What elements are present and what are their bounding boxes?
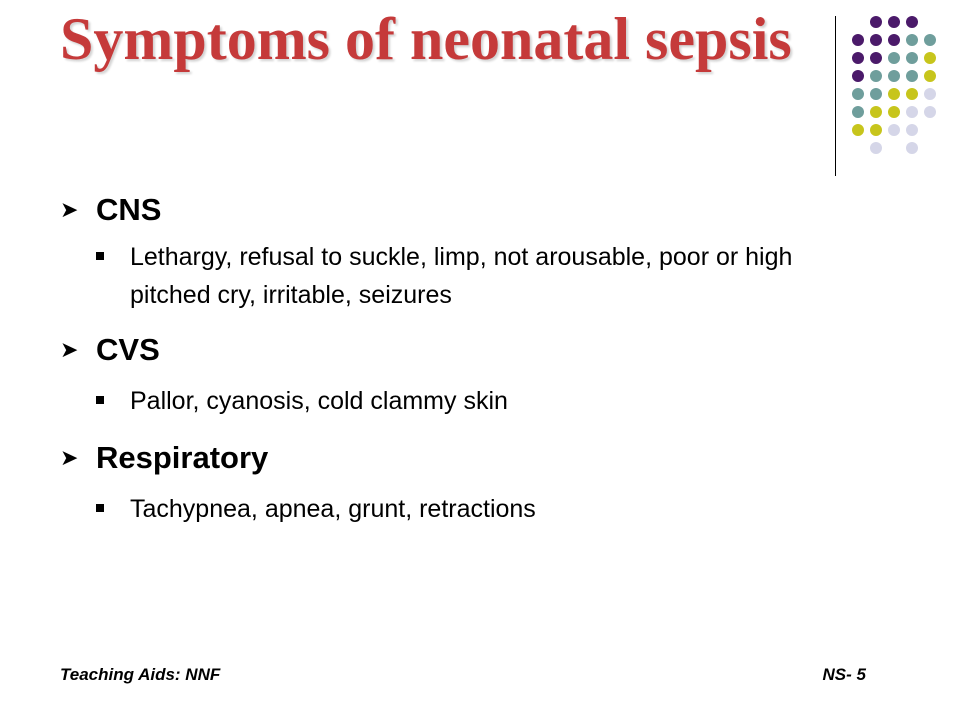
decorative-dot bbox=[888, 52, 900, 64]
decorative-dot bbox=[906, 142, 918, 154]
section-heading-cns bbox=[60, 188, 900, 232]
decorative-dot bbox=[906, 106, 918, 118]
decorative-dot bbox=[906, 88, 918, 100]
decorative-dot bbox=[870, 52, 882, 64]
symptom-item-label: Lethargy, refusal to suckle, limp, not arousable, poor or high pitched cry, irritable, seizures bbox=[130, 243, 793, 309]
decorative-dot bbox=[888, 88, 900, 100]
decorative-dot bbox=[852, 34, 864, 46]
square-bullet-icon bbox=[96, 504, 104, 512]
arrowhead-bullet-icon: ➤ bbox=[60, 445, 79, 470]
decorative-dot bbox=[924, 34, 936, 46]
decorative-dot bbox=[906, 124, 918, 136]
symptom-item-cvs bbox=[60, 382, 900, 420]
symptom-item-respiratory bbox=[60, 490, 900, 528]
square-bullet-icon bbox=[96, 396, 104, 404]
decorative-dot bbox=[852, 124, 864, 136]
decorative-dot bbox=[870, 124, 882, 136]
decorative-dot bbox=[870, 88, 882, 100]
decorative-dot bbox=[852, 70, 864, 82]
title-divider-line bbox=[835, 16, 836, 176]
section-heading-label: CVS bbox=[96, 332, 160, 367]
footer-slide-number: NS- 5 bbox=[822, 665, 866, 684]
decorative-dot bbox=[906, 34, 918, 46]
arrowhead-bullet-icon: ➤ bbox=[60, 197, 79, 222]
decorative-dot bbox=[852, 106, 864, 118]
symptom-item-label: Tachypnea, apnea, grunt, retractions bbox=[130, 495, 536, 523]
decorative-dot bbox=[870, 34, 882, 46]
decorative-dot bbox=[888, 34, 900, 46]
section-heading-respiratory bbox=[60, 436, 900, 480]
decorative-dot bbox=[888, 16, 900, 28]
slide-title: Symptoms of neonatal sepsis bbox=[60, 6, 792, 72]
decorative-dot bbox=[906, 52, 918, 64]
decorative-dot bbox=[924, 88, 936, 100]
decorative-dot bbox=[924, 106, 936, 118]
decorative-dot bbox=[924, 70, 936, 82]
decorative-dot bbox=[906, 70, 918, 82]
bullet-list bbox=[60, 188, 900, 528]
decorative-dot bbox=[924, 52, 936, 64]
decorative-dot bbox=[888, 70, 900, 82]
square-bullet-icon bbox=[96, 252, 104, 260]
section-heading-cvs bbox=[60, 328, 900, 372]
decorative-dot bbox=[852, 88, 864, 100]
arrowhead-bullet-icon: ➤ bbox=[60, 337, 79, 362]
decorative-dot bbox=[870, 70, 882, 82]
decorative-dot bbox=[870, 16, 882, 28]
section-heading-label: Respiratory bbox=[96, 440, 269, 475]
footer-credit: Teaching Aids: NNF bbox=[60, 665, 221, 684]
section-heading-label: CNS bbox=[96, 192, 162, 227]
decorative-dot bbox=[888, 124, 900, 136]
decorative-dot bbox=[870, 106, 882, 118]
decorative-dot bbox=[870, 142, 882, 154]
decorative-dot bbox=[852, 52, 864, 64]
symptom-item-label: Pallor, cyanosis, cold clammy skin bbox=[130, 387, 508, 415]
symptom-item-cns bbox=[60, 238, 900, 314]
decorative-dot bbox=[888, 106, 900, 118]
decorative-dot bbox=[906, 16, 918, 28]
